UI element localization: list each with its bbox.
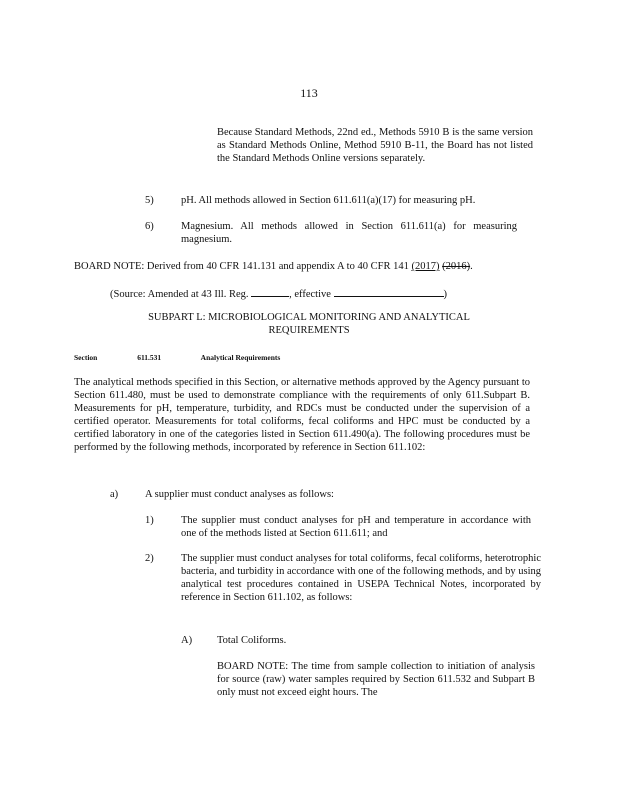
subpart-line-1: SUBPART L: MICROBIOLOGICAL MONITORING AND ANALYTICAL — [148, 312, 470, 323]
item-1-text: The supplier must conduct analyses for pH and temperature in accordance with one of the methods listed at Section 611.611; and — [181, 515, 531, 539]
board-note-deleted: (2016) — [442, 261, 471, 272]
item-6-text: Magnesium. All methods allowed in Section 611.611(a) for measuring magnesium. — [181, 221, 517, 245]
source-suffix: ) — [443, 289, 448, 300]
item-1-number: 1) — [145, 515, 154, 526]
subpart-heading — [74, 311, 544, 337]
effective-date-blank — [334, 286, 444, 297]
item-5-text: pH. All methods allowed in Section 611.611(a)(17) for measuring pH. — [181, 195, 476, 206]
section-label: Section — [74, 353, 98, 362]
item-2-number: 2) — [145, 553, 154, 564]
item-2-text: The supplier must conduct analyses for total coliforms, fecal coliforms, heterotrophic bacteria, and turbidity in accordance with one of the following methods, and by using analytical test procedures contained in USEPA Technical Notes, incorporated by reference in Section 611.102, as follows: — [181, 553, 541, 603]
register-blank — [251, 286, 289, 297]
section-body: The analytical methods specified in this Section, or alternative methods approved by the Agency pursuant to Section 611.480, must be used to demonstrate compliance with the requirements of only 611.Subpart B. Measurements for pH, temperature, turbidity, and RDCs must be conducted under the supervision of a certified operator. Measurements for total coliforms, fecal coliforms and HPC must be conducted by a certified laboratory in one of the categories listed in Section 611.490(a). The following procedures must be performed by the following methods, incorporated by reference in Section 611.102: — [74, 377, 530, 453]
section-title: Analytical Requirements — [200, 353, 281, 362]
board-note-end: . — [470, 261, 473, 272]
page-number: 113 — [300, 86, 318, 100]
item-6-number: 6) — [145, 221, 154, 232]
source-note — [110, 286, 510, 301]
subpart-line-2: REQUIREMENTS — [268, 325, 350, 336]
board-note-inserted: (2017) — [411, 261, 440, 272]
intro-note: Because Standard Methods, 22nd ed., Methods 5910 B is the same version as Standard Methods Online, Method 5910 B-11, the Board has not listed the Standard Methods Online versions separately. — [217, 127, 533, 164]
item-a-text: A supplier must conduct analyses as follows: — [145, 489, 334, 500]
item-a-number: a) — [110, 489, 119, 500]
board-note-2: BOARD NOTE: The time from sample collection to initiation of analysis for source (raw) water samples required by Section 611.532 and Subpart B only must not exceed eight hours. The — [217, 661, 535, 698]
source-prefix: (Source: Amended at 43 Ill. Reg. — [110, 289, 249, 300]
board-note — [74, 260, 544, 273]
board-note-text: BOARD NOTE: Derived from 40 CFR 141.131 and appendix A to 40 CFR 141 — [74, 261, 409, 272]
section-heading — [74, 353, 318, 362]
source-middle: , effective — [289, 289, 331, 300]
item-A-text: Total Coliforms. — [217, 635, 287, 646]
item-A-number: A) — [181, 635, 193, 646]
section-number: 611.531 — [137, 353, 162, 362]
item-5-number: 5) — [145, 195, 154, 206]
